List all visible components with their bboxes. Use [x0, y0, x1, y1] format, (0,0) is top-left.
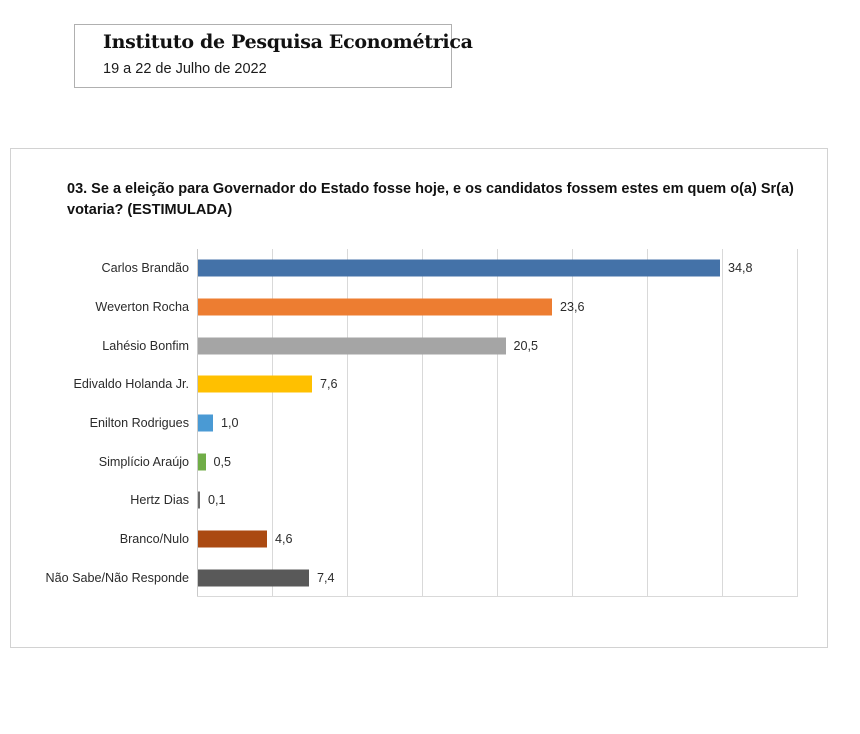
bar — [198, 260, 720, 277]
institute-name: Instituto de Pesquisa Econométrica — [103, 31, 473, 53]
chart-title: 03. Se a eleição para Governador do Estado fosse hoje, e os candidatos fossem estes em quem o(a) Sr(a) votaria? (ESTIMULADA) — [67, 181, 794, 219]
chart-row — [119, 520, 797, 559]
chart-row — [89, 404, 797, 443]
bar-value-label: 7,4 — [317, 570, 335, 585]
institute-header-box — [74, 24, 473, 88]
chart-row — [45, 558, 797, 597]
chart-row — [95, 288, 797, 327]
chart-row — [73, 365, 797, 404]
category-label: Weverton Rocha — [95, 299, 189, 314]
bar — [198, 376, 312, 393]
bar — [198, 337, 506, 354]
plot-area — [45, 249, 797, 597]
category-label: Não Sabe/Não Responde — [45, 570, 189, 585]
category-label: Branco/Nulo — [119, 531, 189, 546]
bar-value-label: 34,8 — [728, 261, 753, 276]
bar — [198, 298, 552, 315]
chart-row — [98, 442, 797, 481]
bar-value-label: 7,6 — [320, 377, 338, 392]
bar — [198, 414, 213, 431]
chart-row — [101, 249, 797, 288]
bar-chart — [45, 249, 797, 734]
bar-value-label: 23,6 — [560, 299, 585, 314]
gridline — [797, 249, 798, 597]
bar-value-label: 4,6 — [275, 531, 293, 546]
bar-value-label: 0,1 — [208, 493, 226, 508]
survey-period: 19 a 22 de Julho de 2022 — [103, 61, 267, 77]
category-label: Carlos Brandão — [101, 261, 189, 276]
bar-value-label: 0,5 — [213, 454, 232, 469]
bar-value-label: 20,5 — [513, 338, 539, 353]
bar — [198, 569, 309, 586]
bar — [198, 530, 267, 547]
category-label: Hertz Dias — [130, 493, 189, 508]
category-label: Lahésio Bonfim — [102, 338, 189, 353]
chart-row — [130, 481, 797, 520]
bar — [198, 453, 206, 470]
category-label: Enilton Rodrigues — [89, 415, 189, 430]
chart-row — [102, 326, 797, 365]
chart-panel — [10, 148, 828, 648]
category-label: Edivaldo Holanda Jr. — [73, 377, 189, 392]
bar-value-label: 1,0 — [221, 415, 239, 430]
category-label: Simplício Araújo — [98, 454, 189, 469]
bar — [198, 492, 200, 509]
